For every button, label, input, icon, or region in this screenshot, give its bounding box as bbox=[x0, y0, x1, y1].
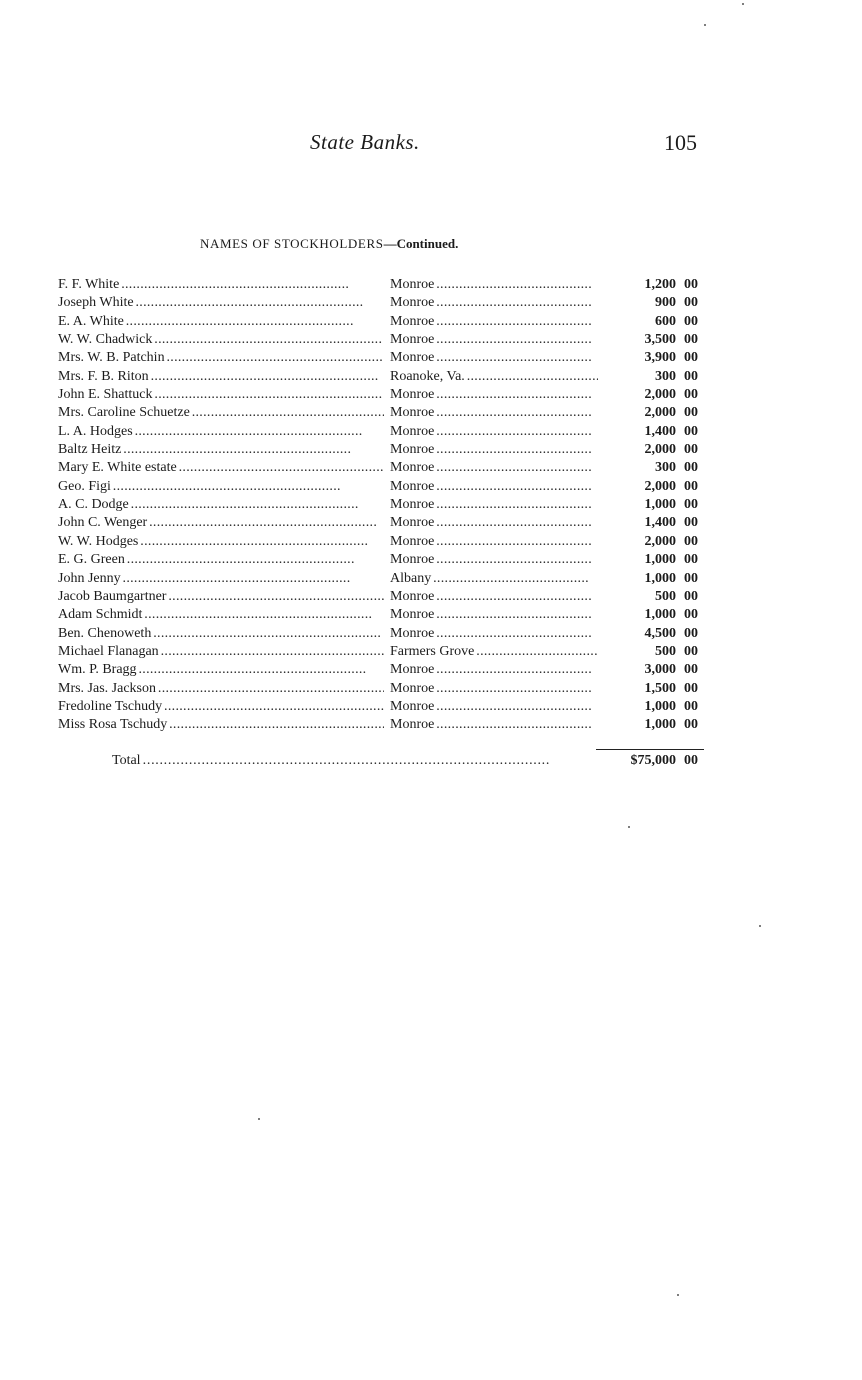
stockholder-town: Monroe . . . bbox=[390, 294, 598, 312]
stockholder-amount: 1,000 bbox=[644, 497, 676, 513]
stockholder-cents: 00 bbox=[684, 662, 698, 678]
paper-speck bbox=[628, 826, 630, 828]
stockholder-name: Ben. Chenoweth . . . bbox=[58, 625, 384, 643]
stockholder-name: John E. Shattuck . . . bbox=[58, 386, 384, 404]
stockholder-amount: 2,000 bbox=[644, 442, 676, 458]
stockholder-row bbox=[0, 478, 862, 496]
stockholder-cents: 00 bbox=[684, 625, 698, 641]
stockholder-cents: 00 bbox=[684, 607, 698, 623]
stockholder-row bbox=[0, 313, 862, 331]
stockholder-town: Monroe . . . bbox=[390, 478, 598, 496]
stockholder-name: E. G. Green . . . bbox=[58, 551, 384, 569]
stockholder-town: Monroe . . . bbox=[390, 698, 598, 716]
stockholder-cents: 00 bbox=[684, 350, 698, 366]
section-heading bbox=[200, 236, 458, 252]
stockholder-row bbox=[0, 423, 862, 441]
stockholder-town: Monroe . . . bbox=[390, 680, 598, 698]
stockholder-row bbox=[0, 533, 862, 551]
stockholder-cents: 00 bbox=[684, 368, 698, 384]
stockholder-row bbox=[0, 551, 862, 569]
stockholder-amount: 1,000 bbox=[644, 552, 676, 568]
stockholder-town: Monroe . . . bbox=[390, 625, 598, 643]
stockholder-amount: 500 bbox=[655, 588, 676, 604]
stockholder-cents: 00 bbox=[684, 717, 698, 733]
paper-speck bbox=[759, 925, 761, 927]
stockholder-cents: 00 bbox=[684, 405, 698, 421]
stockholder-name: L. A. Hodges . . . bbox=[58, 423, 384, 441]
section-continued: —Continued. bbox=[383, 236, 459, 251]
stockholder-amount: 1,000 bbox=[644, 717, 676, 733]
stockholder-amount: 4,500 bbox=[644, 625, 676, 641]
stockholder-row bbox=[0, 276, 862, 294]
stockholder-amount: 600 bbox=[655, 313, 676, 329]
total-label: Total . . . bbox=[112, 752, 598, 770]
stockholder-name: F. F. White . . . bbox=[58, 276, 384, 294]
stockholder-amount: 1,000 bbox=[644, 698, 676, 714]
stockholder-row bbox=[0, 459, 862, 477]
stockholder-town: Monroe . . . bbox=[390, 496, 598, 514]
total-rule bbox=[596, 749, 704, 750]
stockholder-row bbox=[0, 570, 862, 588]
stockholder-amount: 3,900 bbox=[644, 350, 676, 366]
stockholder-town: Albany . . . bbox=[390, 570, 598, 588]
stockholder-row bbox=[0, 404, 862, 422]
stockholder-row bbox=[0, 294, 862, 312]
stockholder-town: Monroe . . . bbox=[390, 331, 598, 349]
stockholder-name: Mary E. White estate . . . bbox=[58, 459, 384, 477]
stockholder-amount: 2,000 bbox=[644, 533, 676, 549]
total-amount: $75,000 bbox=[630, 753, 676, 768]
stockholder-row bbox=[0, 496, 862, 514]
stockholder-amount: 1,000 bbox=[644, 570, 676, 586]
total-row bbox=[0, 752, 862, 772]
stockholder-town: Monroe . . . bbox=[390, 459, 598, 477]
stockholder-name: Geo. Figi . . . bbox=[58, 478, 384, 496]
stockholder-town: Farmers Grove . . . bbox=[390, 643, 598, 661]
stockholder-name: Wm. P. Bragg . . . bbox=[58, 661, 384, 679]
stockholder-town: Monroe . . . bbox=[390, 441, 598, 459]
stockholder-name: W. W. Chadwick . . . bbox=[58, 331, 384, 349]
stockholder-name: Mrs. Caroline Schuetze . . . bbox=[58, 404, 384, 422]
stockholder-cents: 00 bbox=[684, 588, 698, 604]
stockholder-row bbox=[0, 661, 862, 679]
stockholder-town: Monroe . . . bbox=[390, 716, 598, 734]
stockholder-row bbox=[0, 606, 862, 624]
stockholder-cents: 00 bbox=[684, 552, 698, 568]
stockholder-amount: 1,400 bbox=[644, 423, 676, 439]
stockholder-town: Monroe . . . bbox=[390, 276, 598, 294]
stockholder-cents: 00 bbox=[684, 460, 698, 476]
stockholder-name: A. C. Dodge . . . bbox=[58, 496, 384, 514]
section-title: NAMES OF STOCKHOLDERS bbox=[200, 236, 384, 251]
stockholder-town: Monroe . . . bbox=[390, 313, 598, 331]
stockholder-cents: 00 bbox=[684, 423, 698, 439]
stockholder-cents: 00 bbox=[684, 313, 698, 329]
stockholder-amount: 1,000 bbox=[644, 607, 676, 623]
stockholder-name: Mrs. F. B. Riton . . . bbox=[58, 368, 384, 386]
stockholder-town: Monroe . . . bbox=[390, 404, 598, 422]
stockholder-cents: 00 bbox=[684, 570, 698, 586]
stockholder-amount: 2,000 bbox=[644, 405, 676, 421]
stockholder-amount: 500 bbox=[655, 643, 676, 659]
stockholder-name: Adam Schmidt . . . bbox=[58, 606, 384, 624]
stockholder-amount: 300 bbox=[655, 460, 676, 476]
stockholder-cents: 00 bbox=[684, 533, 698, 549]
paper-speck bbox=[258, 1118, 260, 1120]
stockholder-town: Monroe . . . bbox=[390, 661, 598, 679]
stockholder-cents: 00 bbox=[684, 680, 698, 696]
stockholder-cents: 00 bbox=[684, 277, 698, 292]
stockholder-amount: 3,000 bbox=[644, 662, 676, 678]
stockholder-amount: 2,000 bbox=[644, 387, 676, 403]
stockholder-amount: 3,500 bbox=[644, 332, 676, 348]
stockholder-name: Mrs. W. B. Patchin . . . bbox=[58, 349, 384, 367]
stockholder-name: Michael Flanagan . . . bbox=[58, 643, 384, 661]
stockholder-row bbox=[0, 331, 862, 349]
stockholder-row bbox=[0, 625, 862, 643]
stockholder-list bbox=[0, 276, 862, 735]
stockholder-amount: 1,500 bbox=[644, 680, 676, 696]
stockholder-cents: 00 bbox=[684, 643, 698, 659]
stockholder-amount: 900 bbox=[655, 295, 676, 311]
page-number: 105 bbox=[664, 130, 697, 155]
stockholder-town: Monroe . . . bbox=[390, 551, 598, 569]
stockholder-cents: 00 bbox=[684, 332, 698, 348]
stockholder-row bbox=[0, 698, 862, 716]
stockholder-row bbox=[0, 349, 862, 367]
paper-speck bbox=[742, 3, 744, 5]
stockholder-town: Monroe . . . bbox=[390, 606, 598, 624]
stockholder-town: Monroe . . . bbox=[390, 588, 598, 606]
stockholder-name: John Jenny . . . bbox=[58, 570, 384, 588]
stockholder-cents: 00 bbox=[684, 295, 698, 311]
stockholder-name: Jacob Baumgartner . . . bbox=[58, 588, 384, 606]
stockholder-amount: 300 bbox=[655, 368, 676, 384]
running-head: State Banks. bbox=[310, 130, 420, 154]
stockholder-cents: 00 bbox=[684, 515, 698, 531]
stockholder-town: Monroe . . . bbox=[390, 423, 598, 441]
stockholder-row bbox=[0, 643, 862, 661]
stockholder-cents: 00 bbox=[684, 387, 698, 403]
stockholder-amount: 2,000 bbox=[644, 478, 676, 494]
stockholder-row bbox=[0, 514, 862, 532]
stockholder-amount: 1,200 bbox=[644, 277, 676, 292]
total-cents: 00 bbox=[684, 753, 698, 768]
stockholder-row bbox=[0, 386, 862, 404]
stockholder-row bbox=[0, 368, 862, 386]
stockholder-town: Monroe . . . bbox=[390, 514, 598, 532]
stockholder-name: Fredoline Tschudy . . . bbox=[58, 698, 384, 716]
stockholder-row bbox=[0, 441, 862, 459]
stockholder-name: Baltz Heitz . . . bbox=[58, 441, 384, 459]
stockholder-name: Mrs. Jas. Jackson . . . bbox=[58, 680, 384, 698]
stockholder-name: Miss Rosa Tschudy . . . bbox=[58, 716, 384, 734]
stockholder-cents: 00 bbox=[684, 442, 698, 458]
stockholder-cents: 00 bbox=[684, 478, 698, 494]
stockholder-cents: 00 bbox=[684, 497, 698, 513]
stockholder-row bbox=[0, 588, 862, 606]
stockholder-row bbox=[0, 680, 862, 698]
stockholder-town: Roanoke, Va. . . . bbox=[390, 368, 598, 386]
stockholder-name: E. A. White . . . bbox=[58, 313, 384, 331]
stockholder-amount: 1,400 bbox=[644, 515, 676, 531]
paper-speck bbox=[677, 1294, 679, 1296]
stockholder-town: Monroe . . . bbox=[390, 533, 598, 551]
stockholder-town: Monroe . . . bbox=[390, 349, 598, 367]
stockholder-cents: 00 bbox=[684, 698, 698, 714]
stockholder-name: Joseph White . . . bbox=[58, 294, 384, 312]
stockholder-town: Monroe . . . bbox=[390, 386, 598, 404]
stockholder-row bbox=[0, 716, 862, 734]
stockholder-name: John C. Wenger . . . bbox=[58, 514, 384, 532]
paper-speck bbox=[704, 24, 706, 26]
stockholder-name: W. W. Hodges . . . bbox=[58, 533, 384, 551]
